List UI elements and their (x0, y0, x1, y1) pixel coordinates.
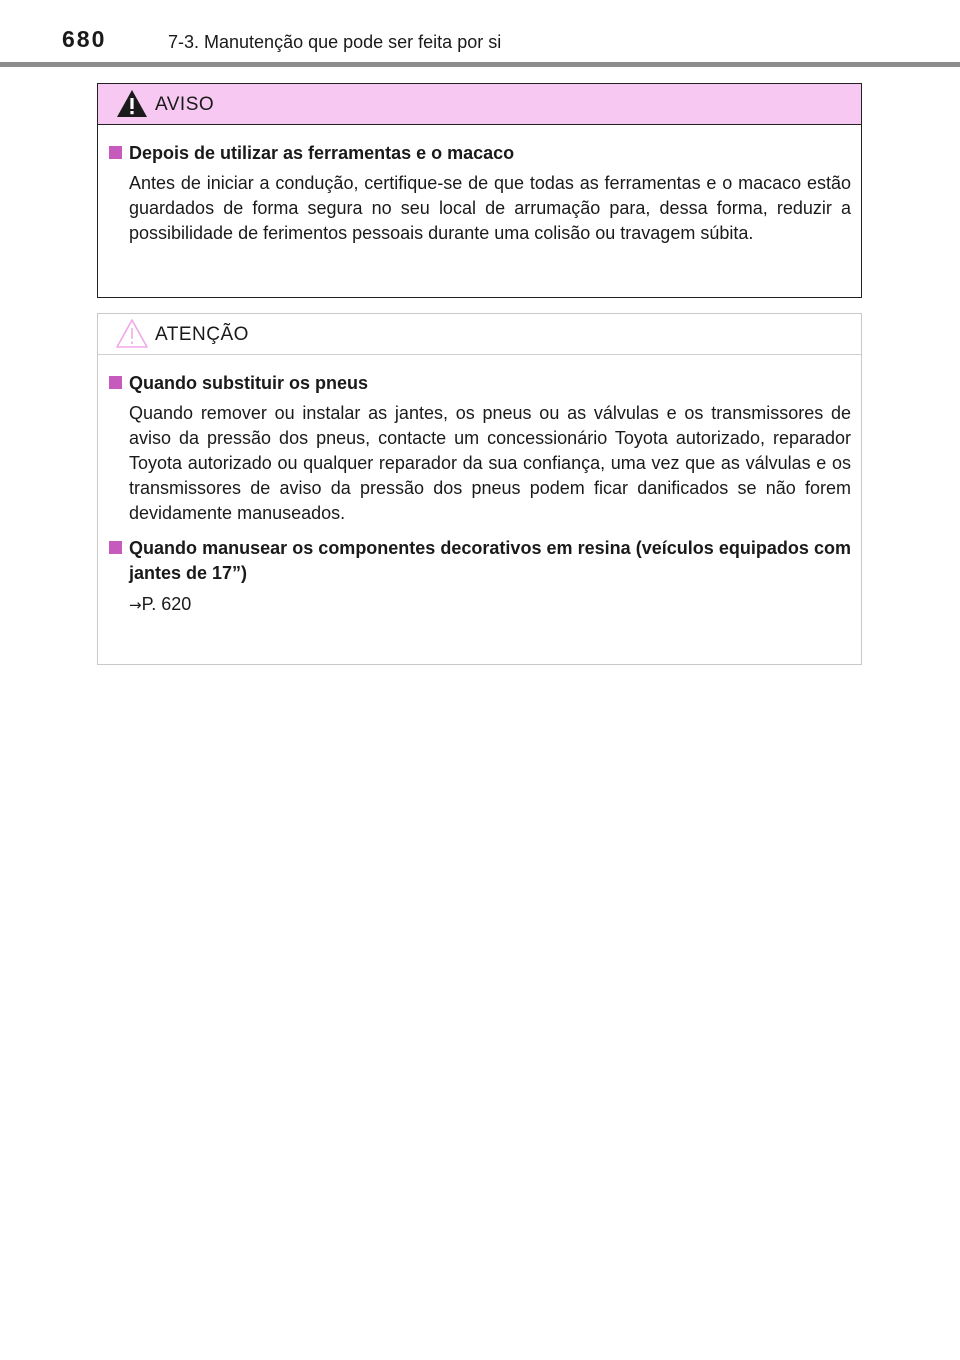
item-text: Quando remover ou instalar as jantes, os pneus ou as válvulas e os transmissores de aviso da pressão dos pneus, contacte um concessionário Toyota autorizado, reparador Toyota autorizado ou qualquer reparador da sua confiança, uma vez que as válvulas e os transmissores de aviso da pressão dos pneus podem ficar danificados se não forem devidamente manuseados. (129, 403, 851, 523)
item-text: Antes de iniciar a condução, certifique-se de que todas as ferramentas e o macaco estão guardados de forma segura no seu local de arrumação para, dessa forma, reduzir a possibilidade de ferimentos pessoais durante uma colisão ou travagem súbita. (129, 173, 851, 243)
square-bullet-icon (109, 376, 122, 389)
item-title (108, 536, 851, 586)
warning-triangle-filled-icon (115, 88, 149, 119)
arrow-right-icon: → (129, 596, 142, 614)
caution-item (108, 536, 851, 618)
caution-box-header (98, 314, 861, 355)
warning-item (108, 141, 851, 246)
chapter-title: 7-3. Manutenção que pode ser feita por si (168, 32, 502, 52)
caution-box-body (98, 355, 861, 618)
item-title-text: Quando manusear os componentes decorativos em resina (veículos equipados com jantes de 17”) (129, 538, 851, 583)
item-title-text: Quando substituir os pneus (129, 373, 369, 393)
caution-label: ATENÇÃO (155, 324, 249, 345)
square-bullet-icon (109, 146, 122, 159)
caution-box (97, 313, 862, 665)
item-title (108, 371, 851, 396)
warning-label: AVISO (155, 94, 215, 115)
square-bullet-icon (109, 541, 122, 554)
caution-item (108, 371, 851, 526)
page-reference[interactable] (129, 592, 851, 618)
warning-triangle-outline-icon (115, 318, 149, 349)
item-title-text: Depois de utilizar as ferramentas e o macaco (129, 143, 515, 163)
warning-box-body (98, 125, 861, 246)
warning-box (97, 83, 862, 298)
header-rule (0, 62, 960, 67)
item-title (108, 141, 851, 166)
page-header (0, 0, 960, 70)
warning-box-header (98, 84, 861, 125)
page-reference-text: P. 620 (141, 594, 192, 614)
page-number: 680 (62, 26, 107, 52)
